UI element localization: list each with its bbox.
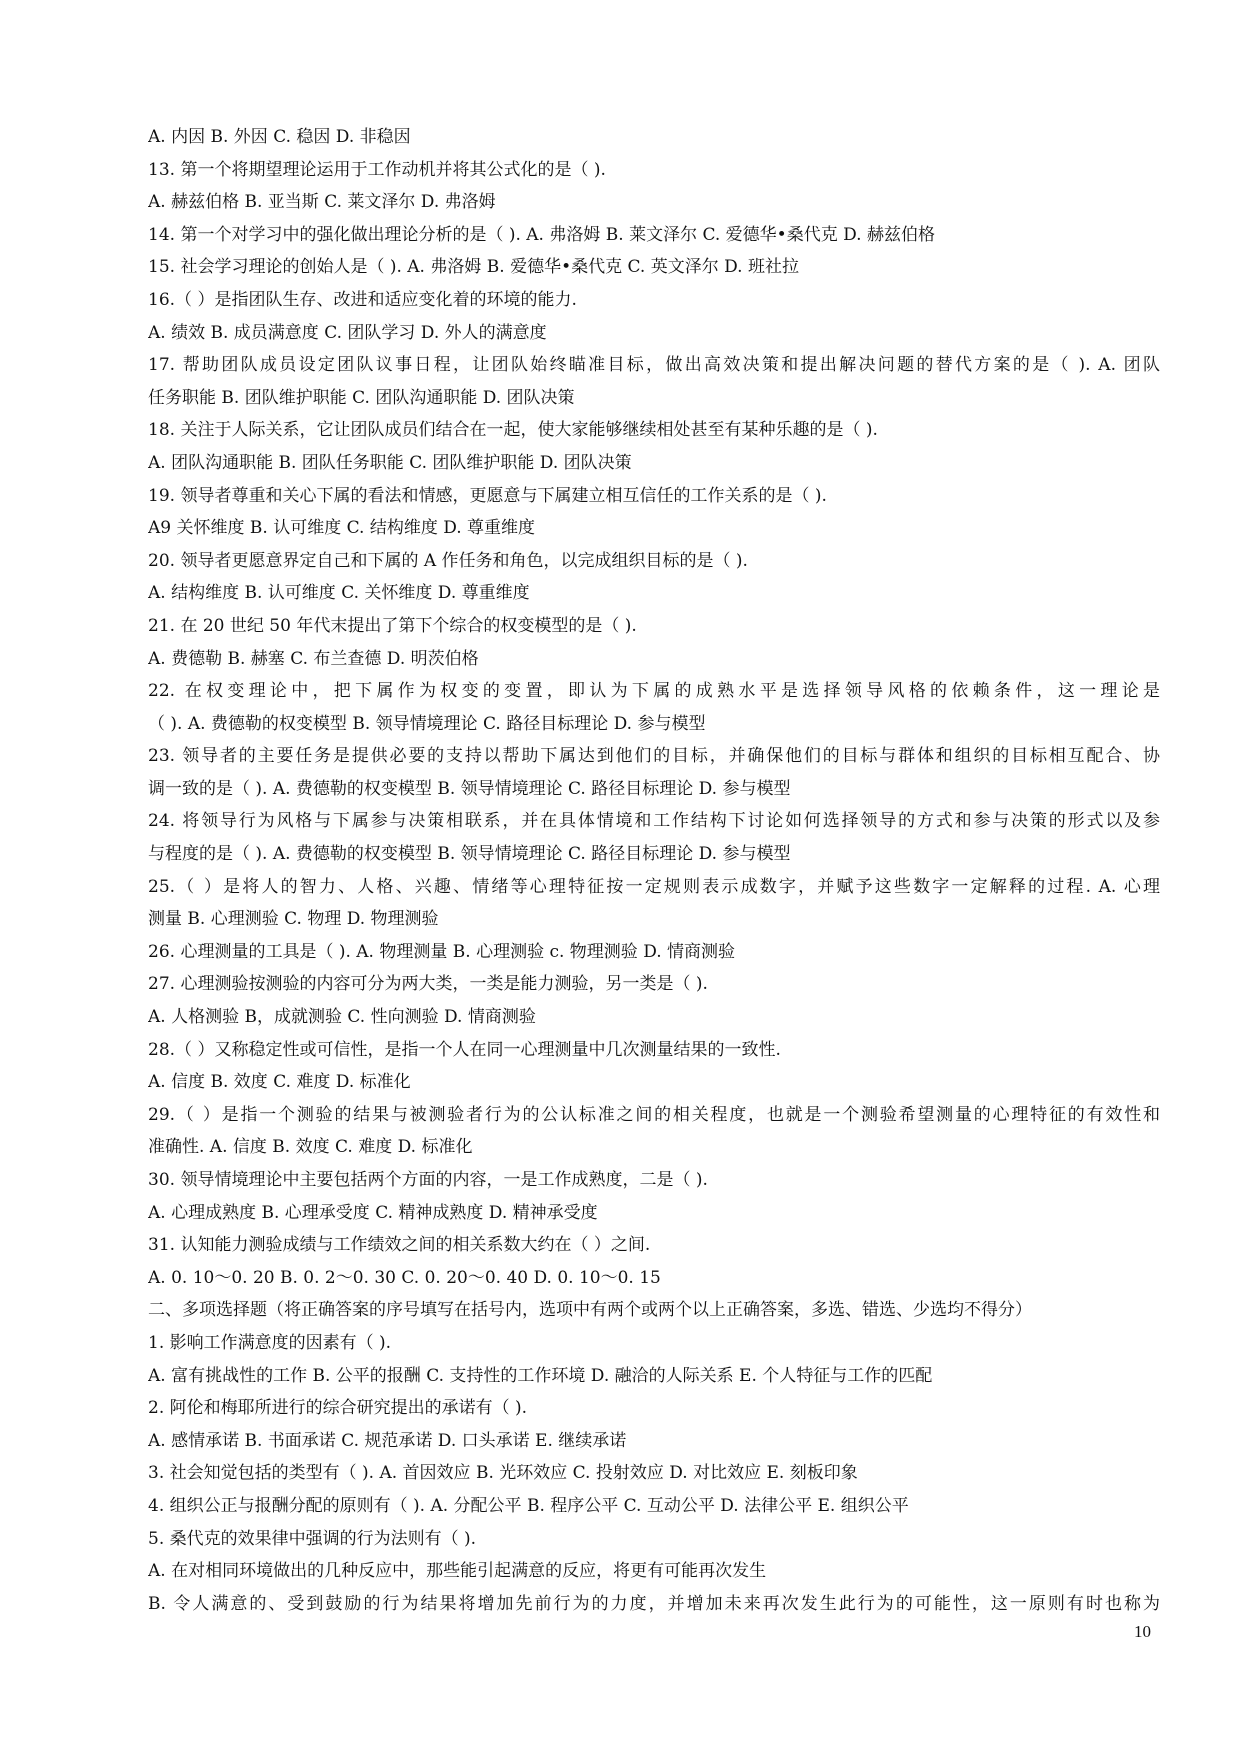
text-line: A. 费德勒 B. 赫塞 C. 布兰查德 D. 明茨伯格 (148, 648, 479, 669)
text-line: 28.（ ）又称稳定性或可信性，是指一个人在同一心理测量中几次测量结果的一致性. (148, 1039, 781, 1060)
text-line: A. 信度 B. 效度 C. 难度 D. 标准化 (148, 1072, 411, 1093)
text-line: 5. 桑代克的效果律中强调的行为法则有（ ). (148, 1528, 477, 1549)
text-line: A. 0. 10～0. 20 B. 0. 2～0. 30 C. 0. 20～0. 40 D. 0. 10～0. 15 (148, 1267, 661, 1288)
text-line: 调一致的是（ ). A. 费德勒的权变模型 B. 领导情境理论 C. 路径目标理论 D. 参与模型 (148, 778, 791, 799)
text-line: 27. 心理测验按测验的内容可分为两大类，一类是能力测验，另一类是（ ). (148, 974, 708, 995)
text-line: 准确性. A. 信度 B. 效度 C. 难度 D. 标准化 (148, 1137, 473, 1158)
text-line: A. 赫兹伯格 B. 亚当斯 C. 莱文泽尔 D. 弗洛姆 (148, 192, 496, 213)
text-line: （ ). A. 费德勒的权变模型 B. 领导情境理论 C. 路径目标理论 D. 参与模型 (148, 713, 706, 734)
text-line: 25.（ ）是将人的智力、人格、兴趣、情绪等心理特征按一定规则表示成数字，并赋予这些数字一定解释的过程. A. 心理 (148, 876, 1160, 897)
text-line: A9 关怀维度 B. 认可维度 C. 结构维度 D. 尊重维度 (148, 518, 536, 539)
text-line: 任务职能 B. 团队维护职能 C. 团队沟通职能 D. 团队决策 (148, 387, 575, 408)
text-line: 14. 第一个对学习中的强化做出理论分析的是（ ). A. 弗洛姆 B. 莱文泽尔 C. 爱德华•桑代克 D. 赫兹伯格 (148, 224, 935, 245)
text-line: A. 人格测验 B，成就测验 C. 性向测验 D. 情商测验 (148, 1007, 536, 1028)
section-heading: 二、多项选择题（将正确答案的序号填写在括号内，选项中有两个或两个以上正确答案，多选、错选、少选均不得分） (148, 1300, 1032, 1321)
text-line: 17. 帮助团队成员设定团队议事日程，让团队始终瞄准目标，做出高效决策和提出解决问题的替代方案的是（ ). A. 团队 (148, 355, 1160, 376)
text-line: 19. 领导者尊重和关心下属的看法和情感，更愿意与下属建立相互信任的工作关系的是（ ). (148, 485, 827, 506)
text-line: B. 令人满意的、受到鼓励的行为结果将增加先前行为的力度，并增加未来再次发生此行为的可能性，这一原则有时也称为 (148, 1593, 1160, 1614)
text-line: A. 结构维度 B. 认可维度 C. 关怀维度 D. 尊重维度 (148, 583, 530, 604)
text-line: 21. 在 20 世纪 50 年代末提出了第下个综合的权变模型的是（ ). (148, 615, 637, 636)
text-line: 2. 阿伦和梅耶所进行的综合研究提出的承诺有（ ). (148, 1398, 528, 1419)
text-line: 4. 组织公正与报酬分配的原则有（ ). A. 分配公平 B. 程序公平 C. 互动公平 D. 法律公平 E. 组织公平 (148, 1495, 909, 1516)
document-body (148, 121, 1160, 1620)
text-line: 31. 认知能力测验成绩与工作绩效之间的相关系数大约在（ ）之间. (148, 1235, 651, 1256)
text-line: 13. 第一个将期望理论运用于工作动机并将其公式化的是（ ). (148, 159, 606, 180)
text-line: 20. 领导者更愿意界定自己和下属的 A 作任务和角色，以完成组织目标的是（ ). (148, 550, 748, 571)
text-line: 与程度的是（ ). A. 费德勒的权变模型 B. 领导情境理论 C. 路径目标理论 D. 参与模型 (148, 844, 791, 865)
text-line: 16.（ ）是指团队生存、改进和适应变化着的环境的能力. (148, 289, 577, 310)
text-line: 30. 领导情境理论中主要包括两个方面的内容，一是工作成熟度，二是（ ). (148, 1170, 708, 1190)
text-line: 23. 领导者的主要任务是提供必要的支持以帮助下属达到他们的目标，并确保他们的目标与群体和组织的目标相互配合、协 (148, 746, 1160, 767)
text-line: 29.（ ）是指一个测验的结果与被测验者行为的公认标准之间的相关程度，也就是一个测验希望测量的心理特征的有效性和 (148, 1104, 1160, 1125)
page-number: 10 (1134, 1622, 1151, 1641)
text-line: A. 内因 B. 外因 C. 稳因 D. 非稳因 (148, 127, 411, 147)
text-line: A. 在对相同环境做出的几种反应中，那些能引起满意的反应，将更有可能再次发生 (148, 1561, 767, 1582)
text-line: A. 心理成熟度 B. 心理承受度 C. 精神成熟度 D. 精神承受度 (148, 1202, 598, 1223)
text-line: 22. 在权变理论中，把下属作为权变的变置，即认为下属的成熟水平是选择领导风格的依赖条件，这一理论是 (148, 681, 1160, 702)
text-line: 24. 将领导行为风格与下属参与决策相联系，并在具体情境和工作结构下讨论如何选择领导的方式和参与决策的形式以及参 (148, 811, 1160, 832)
text-line: 15. 社会学习理论的创始人是（ ). A. 弗洛姆 B. 爱德华•桑代克 C. 英文泽尔 D. 班社拉 (148, 257, 799, 278)
text-line: 3. 社会知觉包括的类型有（ ). A. 首因效应 B. 光环效应 C. 投射效应 D. 对比效应 E. 刻板印象 (148, 1463, 858, 1484)
text-line: 26. 心理测量的工具是（ ). A. 物理测量 B. 心理测验 c. 物理测验 D. 情商测验 (148, 941, 736, 962)
text-line: 1. 影响工作满意度的因素有（ ). (148, 1332, 392, 1353)
text-line: A. 绩效 B. 成员满意度 C. 团队学习 D. 外人的满意度 (148, 322, 547, 343)
text-line: 测量 B. 心理测验 C. 物理 D. 物理测验 (148, 909, 439, 930)
text-line: A. 团队沟通职能 B. 团队任务职能 C. 团队维护职能 D. 团队决策 (148, 452, 632, 473)
text-line: A. 富有挑战性的工作 B. 公平的报酬 C. 支持性的工作环境 D. 融洽的人际关系 E. 个人特征与工作的匹配 (148, 1365, 933, 1386)
text-line: A. 感情承诺 B. 书面承诺 C. 规范承诺 D. 口头承诺 E. 继续承诺 (148, 1430, 627, 1451)
text-line: 18. 关注于人际关系，它让团队成员们结合在一起，使大家能够继续相处甚至有某种乐趣的是（ ). (148, 420, 878, 441)
